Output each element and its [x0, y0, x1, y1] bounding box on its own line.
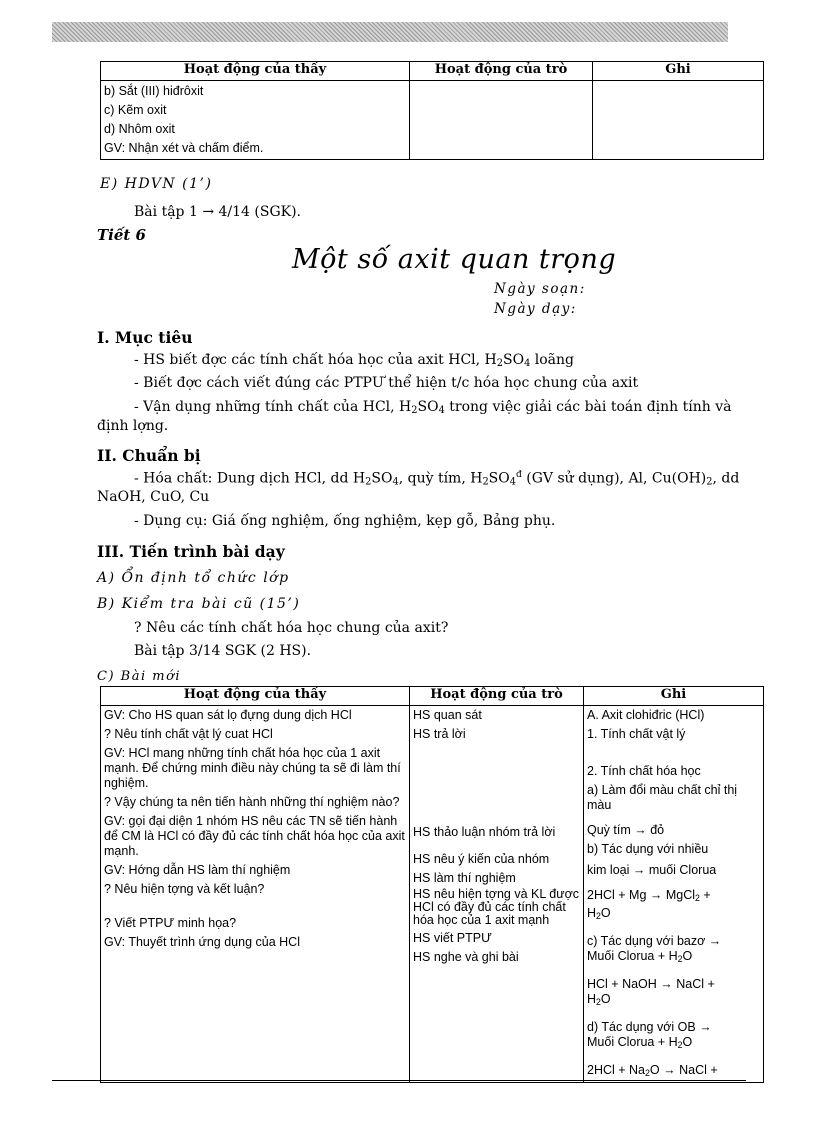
teacher-line: ? Nêu hiện tợng và kết luận? — [104, 882, 265, 896]
preparation-line: - Dụng cụ: Giá ống nghiệm, ống nghiệm, kẹp gỗ, Bảng phụ. — [134, 513, 556, 529]
student-cell — [410, 706, 584, 1083]
student-line: HS quan sát — [413, 708, 482, 722]
arrow-right-icon: → — [663, 1063, 676, 1077]
review-question: ? Nêu các tính chất hóa học chung của axit? — [134, 620, 449, 636]
arrow-right-icon: → — [699, 1020, 712, 1034]
teacher-line: ? Nêu tính chất vật lý cuat HCl — [104, 727, 273, 741]
teacher-line: GV: Thuyết trình ứng dụng của HCl — [104, 935, 300, 949]
header-bar — [52, 22, 728, 42]
student-line: HS nghe và ghi bài — [413, 950, 519, 964]
objective-line: - HS biết đợc các tính chất hóa học của axit HCl, $H_2SO_4$ loãng — [134, 352, 574, 369]
objective-line: - Biết đợc cách viết đúng các PTPƯ thể hiện t/c hóa học chung của axit — [134, 375, 639, 391]
teacher-line: ? Viết PTPƯ minh họa? — [104, 916, 237, 930]
col-header-teacher: Hoạt động của thầy — [101, 62, 410, 81]
note-line: Muối Clorua + $H_2O$ — [587, 949, 693, 964]
teacher-cell — [101, 81, 410, 160]
section-heading: I. Mục tiêu — [97, 328, 193, 347]
col-header-student: Hoạt động của trò — [410, 687, 584, 706]
arrow-right-icon: → — [649, 888, 663, 902]
section-heading: III. Tiến trình bài dạy — [97, 542, 285, 561]
student-line: HS làm thí nghiệm — [413, 871, 516, 885]
activity-table-continued — [100, 61, 764, 160]
teacher-line: GV: HCl mang những tính chất hóa học của 1 axit mạnh. Để chứng minh điều này chúng ta sẽ đi làm thí nghiệm. — [104, 746, 401, 790]
note-line: $2HCl + Na_2O$ → NaCl + — [587, 1063, 718, 1078]
notes-cell — [593, 81, 764, 160]
note-line: A. Axit clohiđric (HCl) — [587, 708, 705, 722]
student-line: HS trả lời — [413, 727, 466, 741]
note-line: kim loại → muối Clorua — [587, 863, 717, 877]
note-line: HCl + NaOH → NaCl + — [587, 977, 715, 991]
step-b: B) Kiểm tra bài cũ (15’) — [97, 596, 301, 612]
note-line: $H_2O$ — [587, 992, 611, 1007]
note-line: a) Làm đổi màu chất chỉ thị màu — [587, 783, 738, 812]
col-header-notes: Ghi — [593, 62, 764, 81]
note-line: Quỳ tím → đỏ — [587, 823, 665, 837]
arrow-right-icon: → — [660, 977, 673, 991]
table-line: b) Sắt (III) hiđrôxit — [104, 84, 204, 98]
student-line: HS viết PTPƯ — [413, 931, 492, 945]
table-line: d) Nhôm oxit — [104, 122, 175, 136]
teacher-line: GV: Cho HS quan sát lọ đựng dung dịch HCl — [104, 708, 352, 722]
objective-line: - Vận dụng những tính chất của HCl, $H_2SO_4$ trong việc giải các bài toán định tính và — [134, 399, 732, 416]
preparation-line: - Hóa chất: Dung dịch HCl, dd $H_2SO_4$, quỳ tím, $H_2SO_4^đ$ (GV sử dụng), Al, $Cu(OH)_2$, dd — [134, 470, 740, 488]
note-line: 1. Tính chất vật lý — [587, 727, 686, 741]
footer-rule — [52, 1080, 746, 1081]
objective-line: định lợng. — [97, 418, 169, 434]
note-line: $H_2O$ — [587, 906, 611, 921]
note-line: 2. Tính chất hóa học — [587, 764, 701, 778]
col-header-student: Hoạt động của trò — [410, 62, 593, 81]
note-line: c) Tác dụng với bazơ → — [587, 934, 722, 948]
section-heading: II. Chuẩn bị — [97, 446, 201, 465]
teacher-line: GV: gọi đại diện 1 nhóm HS nêu các TN sẽ tiến hành để CM là HCl có đầy đủ các tính chất hóa học của axit mạnh. — [104, 814, 405, 858]
teacher-line: GV: Hớng dẫn HS làm thí nghiệm — [104, 863, 291, 877]
arrow-right-icon: → — [708, 934, 722, 948]
student-cell — [410, 81, 593, 160]
table-line: c) Kẽm oxit — [104, 103, 167, 117]
note-line: d) Tác dụng với OB → — [587, 1020, 712, 1034]
lesson-number: Tiết 6 — [97, 226, 146, 244]
teacher-cell — [101, 706, 410, 1083]
lesson-title: Một số axit quan trọng — [292, 244, 617, 275]
date-taught: Ngày dạy: — [494, 301, 577, 317]
col-header-notes: Ghi — [584, 687, 764, 706]
note-line: 2HCl + Mg → MgCl$_2$ + — [587, 888, 711, 903]
step-a: A) Ổn định tổ chức lớp — [97, 570, 290, 586]
arrow-right-icon: → — [634, 823, 647, 837]
student-line: HS nêu ý kiến của nhóm — [413, 852, 550, 866]
arrow-right-icon: → — [632, 863, 646, 877]
section-e-line: Bài tập 1 → 4/14 (SGK). — [134, 204, 301, 220]
section-e-heading: E) HDVN (1’) — [100, 176, 213, 192]
activity-table — [100, 686, 764, 1083]
notes-cell — [584, 706, 764, 1083]
step-c: C) Bài mới — [97, 669, 182, 684]
arrow-right-icon: → — [202, 204, 215, 220]
col-header-teacher: Hoạt động của thầy — [101, 687, 410, 706]
date-prepared: Ngày soạn: — [494, 281, 586, 297]
review-exercise: Bài tập 3/14 SGK (2 HS). — [134, 643, 312, 659]
note-line: b) Tác dụng với nhiều — [587, 842, 709, 856]
table-line: GV: Nhận xét và chấm điểm. — [104, 141, 264, 155]
note-line: Muối Clorua + $H_2O$ — [587, 1035, 693, 1050]
student-line: HS thảo luận nhóm trả lời — [413, 825, 556, 839]
student-line: HS nêu hiện tợng và KL được HCl có đầy đủ các tính chất hóa học của 1 axit mạnh — [413, 887, 580, 927]
teacher-line: ? Vậy chúng ta nên tiến hành những thí nghiệm nào? — [104, 795, 400, 809]
preparation-line: NaOH, CuO, Cu — [97, 489, 210, 505]
